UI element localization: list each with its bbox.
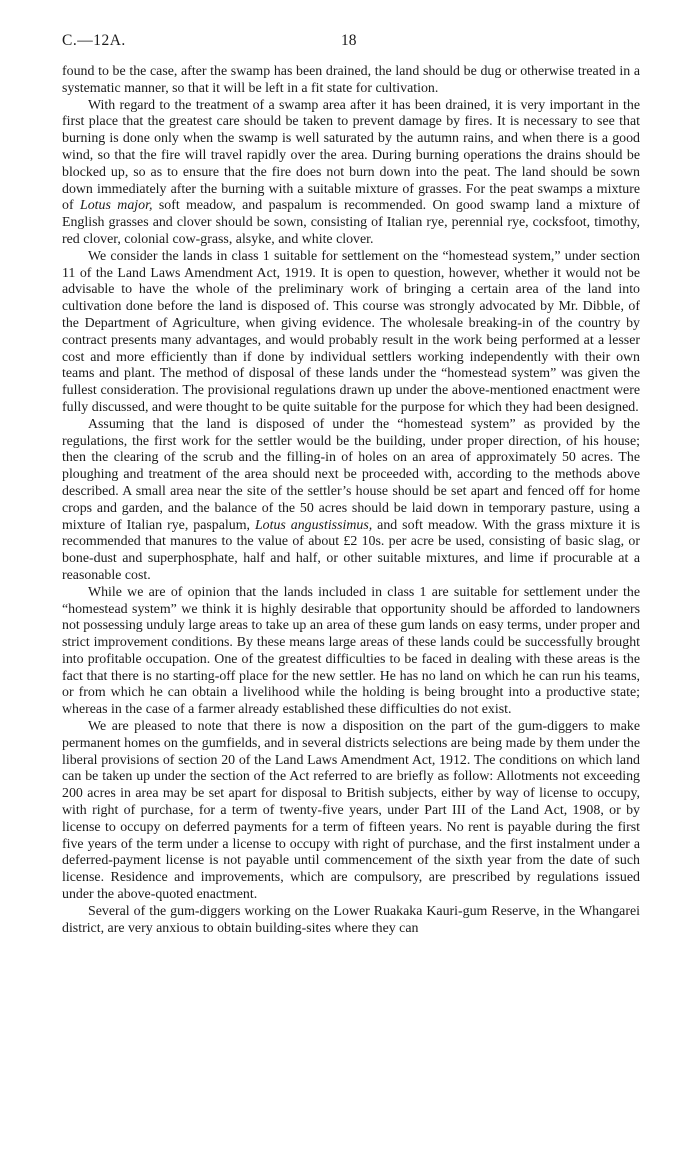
page-number: 18: [341, 32, 357, 49]
paragraph-gum-diggers: We are pleased to note that there is now a disposition on the part of the gum-diggers to make permanent homes on the gumfields, and in several districts selections are being made by them under the liberal provisions of section 20 of the Land Laws Amendment Act, 1912. The conditions on which land can be taken up under the section of the Act referred to are briefly as follow: Allotments not exceeding 200 acres in area may be set apart for disposal to British subjects, either by way of license to occupy, with right of purchase, for a term of twenty-five years, under Part III of the Land Act, 1908, or by license to occupy on deferred payments for a term of fifteen years. No rent is payable during the first five years of the term under a license to occupy with right of purchase, and the first instalment under a deferred-payment license is not payable until commencement of the sixth year from the date of such license. Residence and improvements, which are compulsory, are prescribed by regulations issued under the above-quoted enactment.: [62, 719, 640, 903]
paragraph-homestead-system: We consider the lands in class 1 suitable for settlement on the “homestead system,” under section 11 of the Land Laws Amendment Act, 1919. It is open to question, however, whether it would not be advisable to have the whole of the preliminary work of bringing a certain area of the land into cultivation done before the land is disposed of. This course was strongly advocated by Mr. Dibble, of the Department of Agriculture, when giving evidence. The wholesale breaking-in of the country by contract presents many advantages, and would probably result in the work being performed at a lesser cost and more efficiently than if done by individual settlers working independently with their own teams and plant. The method of disposal of these lands under the “homestead system” was given the fullest consideration. The provisional regulations drawn up under the above-mentioned enactment were fully discussed, and were thought to be quite suitable for the purpose for which they had been designed.: [62, 248, 640, 415]
paragraph-settler-work: [62, 417, 640, 585]
species-name: Lotus angustissimus,: [254, 517, 373, 533]
page-header: [62, 32, 648, 52]
paragraph-continuation: found to be the case, after the swamp has been drained, the land should be dug or otherwise treated in a systematic manner, so that it will be left in a fit state for cultivation.: [62, 64, 640, 96]
paragraph-text: and soft meadow. With the grass mixture it is recommended that manures to the value of about £2 10s. per acre be used, consisting of basic slag, or bone-dust and superphosphate, half and half, or other suitable mixtures, and lime if procurable at a reasonable cost.: [62, 517, 640, 583]
paragraph-text: soft meadow, and paspalum is recommended. On good swamp land a mixture of English grasses and clover should be sown, consisting of Italian rye, perennial rye, cocksfoot, timothy, red clover, colonial cow-grass, alsyke, and white clover.: [62, 198, 640, 247]
species-name: Lotus major,: [80, 198, 153, 214]
paragraph-landowners: While we are of opinion that the lands included in class 1 are suitable for settlement under the “homestead system” we think it is highly desirable that opportunity should be afforded to landowners not possessing unduly large areas to take up an area of these gum lands on easy terms, under proper and strict improvement conditions. By these means large areas of these lands could be successfully brought into profitable occupation. One of the greatest difficulties to be faced in dealing with these areas is the fact that there is no starting-off place for the new settler. He has no land on which he can run his teams, or from which he can obtain a livelihood while the holding is being brought into a productive state; whereas in the case of a farmer already established these difficulties do not exist.: [62, 584, 640, 718]
paragraph-text: Assuming that the land is disposed of under the “homestead system” as provided by the regulations, the first work for the settler would be the building, under proper direction, of his house; then the clearing of the scrub and the filling-in of holes on an area of approximately 50 acres. The ploughing and treatment of the area should next be proceeded with, according to the methods above described. A small area near the site of the settler’s house should be set apart and fenced off for home crops and garden, and the balance of the 50 acres should be laid down in temporary pasture, using a mixture of Italian rye, paspalum,: [62, 416, 640, 533]
paragraph-swamp-treatment: [62, 98, 640, 249]
paragraph-building-sites: Several of the gum-diggers working on the Lower Ruakaka Kauri-gum Reserve, in the Whangarei district, are very anxious to obtain building-sites where they can: [62, 903, 640, 936]
body-text: [62, 64, 640, 937]
document-reference: C.—12A.: [62, 32, 126, 49]
paragraph-text: With regard to the treatment of a swamp area after it has been drained, it is very important in the first place that the greatest care should be taken to prevent damage by fires. It is necessary to see that burning is done only when the swamp is well saturated by the autumn rains, and when there is a good wind, so that the fire will travel rapidly over the area. During burning operations the drains should be blocked up, so as to ensure that the fire does not burn down into the peat. The land should be sown down immediately after the burning with a suitable mixture of grasses. For the peat swamps a mixture of: [62, 97, 640, 214]
